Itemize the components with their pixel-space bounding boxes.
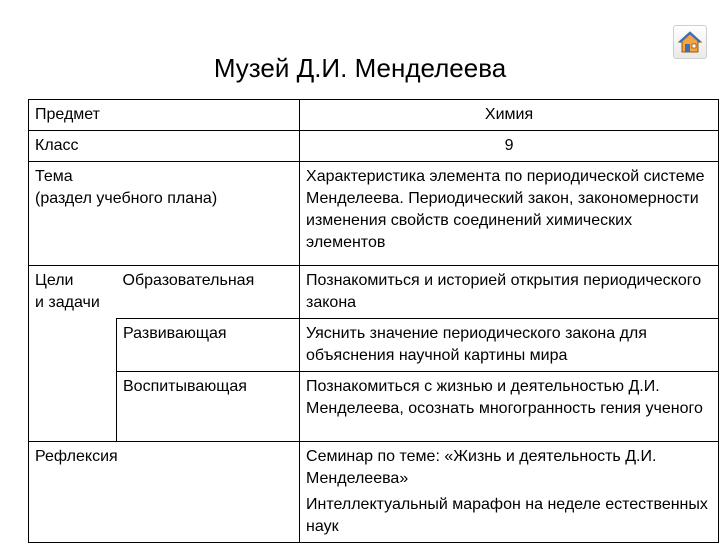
topic-row [29, 162, 719, 266]
lesson-table [28, 99, 719, 543]
goal-row-developing [29, 319, 719, 372]
goal-row-upbringing [29, 372, 719, 442]
goals-label-line1: Цели [35, 272, 74, 289]
grade-label: Класс [29, 131, 300, 162]
home-button[interactable] [673, 25, 707, 59]
reflection-value [300, 442, 719, 543]
goal-text-upbringing: Познакомиться с жизнью и деятельностью Д.И. Менделеева, осознать многогранность гения ученого [300, 372, 719, 442]
goals-label [29, 266, 117, 319]
goals-label-line2: и задачи [35, 294, 100, 311]
reflection-line-marathon: Интеллектуальный марафон на неделе естественных наук [306, 496, 708, 535]
page-title: Музей Д.И. Менделеева [213, 53, 507, 83]
home-icon [677, 29, 703, 55]
grade-value: 9 [300, 131, 719, 162]
grade-row [29, 131, 719, 162]
subject-label: Предмет [29, 100, 300, 131]
goal-text-educational: Познакомиться и историей открытия периодического закона [300, 266, 719, 319]
topic-label-line2: (раздел учебного плана) [35, 190, 218, 207]
reflection-label: Рефлексия [29, 442, 300, 543]
subject-value: Химия [300, 100, 719, 131]
reflection-line-seminar: Семинар по теме: «Жизнь и деятельность Д.И. Менделеева» [306, 448, 657, 487]
topic-label [29, 162, 300, 266]
goals-label-spacer [29, 319, 117, 372]
reflection-row [29, 442, 719, 543]
subject-row [29, 100, 719, 131]
topic-label-line1: Тема [35, 168, 73, 185]
goals-label-spacer [29, 372, 117, 442]
goal-type-developing: Развивающая [117, 319, 300, 372]
goal-row-educational [29, 266, 719, 319]
goal-type-educational: Образовательная [117, 266, 300, 319]
goal-text-developing: Уяснить значение периодического закона для объяснения научной картины мира [300, 319, 719, 372]
goal-type-upbringing: Воспитывающая [117, 372, 300, 442]
topic-value: Характеристика элемента по периодической системе Менделеева. Периодический закон, закономерности изменения свойств соединений химических элементов [300, 162, 719, 266]
